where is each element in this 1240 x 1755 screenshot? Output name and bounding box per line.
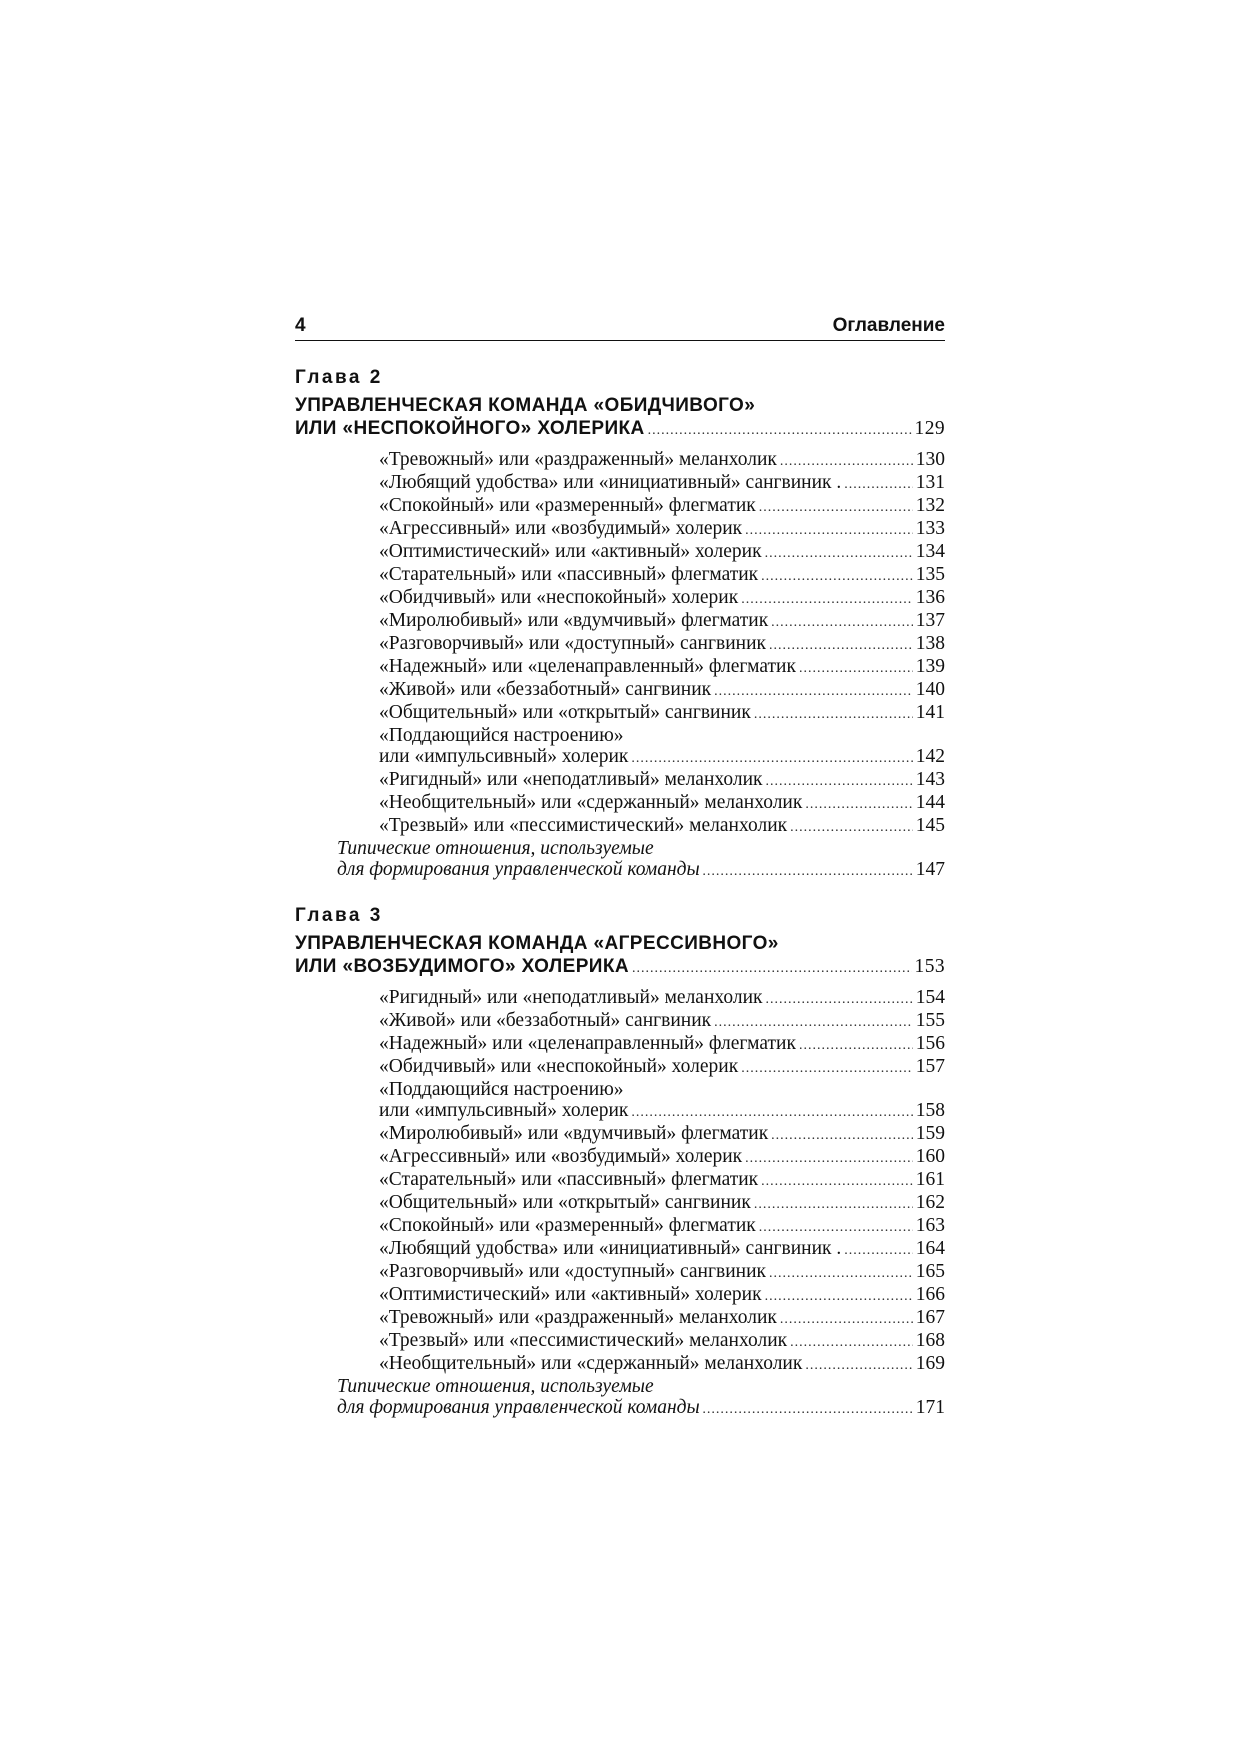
toc-entry-page: 154 [915,987,945,1008]
summary-line [337,859,945,882]
toc-page [295,315,945,1420]
toc-entry-page: 136 [915,587,945,608]
toc-entry [379,656,945,679]
toc-entry [379,792,945,815]
toc-entry-text: «Любящий удобства» или «инициативный» сангвиник . [379,1238,842,1259]
toc-entry-text: «Надежный» или «целенаправленный» флегматик [379,1033,796,1054]
dot-leader [771,1125,913,1146]
toc-entry-page: 145 [915,815,945,836]
toc-entry [379,1353,945,1376]
toc-entry-text: «Агрессивный» или «возбудимый» холерик [379,518,743,539]
dot-leader [790,1332,913,1353]
toc-entry-text: или «импульсивный» холерик [379,746,629,767]
toc-entry-page: 134 [915,541,945,562]
chapter-title [295,394,945,441]
dot-leader [745,520,913,541]
dot-leader [741,1058,913,1079]
toc-entry-page: 139 [915,656,945,677]
toc-entry-text: «Ригидный» или «неподатливый» меланхолик [379,987,763,1008]
toc-entry-line [379,1353,945,1376]
dot-leader [766,989,913,1010]
toc-entry-line [379,633,945,656]
toc-entry [379,633,945,656]
toc-entry-page: 132 [915,495,945,516]
toc-entry-page: 158 [915,1100,945,1121]
toc-entry [379,495,945,518]
toc-entry-line [379,495,945,518]
toc-entry [379,1192,945,1215]
toc-entry-text: «Надежный» или «целенаправленный» флегматик [379,656,796,677]
dot-leader [754,1194,913,1215]
dot-leader [703,861,913,882]
toc-entry-page: 156 [915,1033,945,1054]
dot-leader [741,589,913,610]
toc-entry [379,1123,945,1146]
toc-entry [379,541,945,564]
toc-entry-text: «Трезвый» или «пессимистический» меланхолик [379,1330,788,1351]
dot-leader [759,497,913,518]
toc-entry-text: «Разговорчивый» или «доступный» сангвиник [379,633,766,654]
toc-entry [379,1284,945,1307]
toc-entry-text: «Оптимистический» или «активный» холерик [379,1284,762,1305]
toc-entry-line [379,815,945,838]
toc-entry-page: 141 [915,702,945,723]
toc-entry-line [379,769,945,792]
toc-entry-line [379,587,945,610]
toc-entry-page: 165 [915,1261,945,1282]
dot-leader [766,771,913,792]
dot-leader [799,1035,913,1056]
chapter-section [295,904,945,1420]
toc-entry-page: 167 [915,1307,945,1328]
toc-entry-text-line1: «Поддающийся настроению» [379,725,624,746]
dot-leader [790,817,913,838]
summary-line [337,1397,945,1420]
toc-entry-text: «Общительный» или «открытый» сангвиник [379,1192,751,1213]
toc-entry [379,449,945,472]
toc-entry-page: 138 [915,633,945,654]
toc-entry-text: «Живой» или «беззаботный» сангвиник [379,1010,712,1031]
dot-leader [765,543,913,564]
chapter-title-line2-text: ИЛИ «НЕСПОКОЙНОГО» ХОЛЕРИКА [295,418,645,439]
toc-entry-line [379,1169,945,1192]
toc-entry-text: «Необщительный» или «сдержанный» меланхолик [379,1353,803,1374]
toc-entry-text: «Трезвый» или «пессимистический» меланхолик [379,815,788,836]
toc-entry [379,1261,945,1284]
toc-entry-line [379,1056,945,1079]
toc-entry [379,987,945,1010]
toc-entry [379,1307,945,1330]
toc-entry-text: «Миролюбивый» или «вдумчивый» флегматик [379,1123,769,1144]
toc-entry-text-line1: «Поддающийся настроению» [379,1079,624,1100]
toc-entry-line [379,1146,945,1169]
toc-entry-page: 133 [915,518,945,539]
toc-entry-page: 142 [915,746,945,767]
dot-leader [761,1171,913,1192]
toc-entry-page: 164 [915,1238,945,1259]
toc-entry-page: 155 [915,1010,945,1031]
toc-entry [379,1215,945,1238]
toc-entry-text: «Оптимистический» или «активный» холерик [379,541,762,562]
dot-leader [765,1286,913,1307]
toc-entry-text: или «импульсивный» холерик [379,1100,629,1121]
toc-entry-text: «Необщительный» или «сдержанный» меланхолик [379,792,803,813]
page-number: 4 [295,315,306,336]
dot-leader [631,1102,912,1123]
dot-leader [648,420,912,441]
toc-entry-line [379,1010,945,1033]
toc-entry-text: «Ригидный» или «неподатливый» меланхолик [379,769,763,790]
dot-leader [780,451,913,472]
summary-line1: Типические отношения, используемые [337,1376,654,1397]
chapter-title-line2-page: 153 [914,956,945,977]
toc-entry [379,1033,945,1056]
toc-entry-page: 160 [915,1146,945,1167]
toc-entry-line [379,702,945,725]
dot-leader [631,748,912,769]
chapter-title-line2-line [295,417,945,441]
section-title: Оглавление [832,315,945,336]
toc-entry-page: 159 [915,1123,945,1144]
toc-entry-line [379,541,945,564]
dot-leader [703,1399,913,1420]
toc-entry-text: «Агрессивный» или «возбудимый» холерик [379,1146,743,1167]
toc-entry [379,1146,945,1169]
toc-entry-line [379,564,945,587]
toc-entry-page: 162 [915,1192,945,1213]
summary-line1: Типические отношения, используемые [337,838,654,859]
toc-entry [379,518,945,541]
toc-entry [379,610,945,633]
dot-leader [745,1148,913,1169]
running-head [295,315,945,341]
dot-leader [844,1240,912,1261]
toc-entry-line [379,472,945,495]
toc-entry-page: 130 [915,449,945,470]
toc-entry-page: 131 [915,472,945,493]
toc-entry-text: «Тревожный» или «раздраженный» меланхолик [379,449,777,470]
toc-entry-line [379,1033,945,1056]
toc-entry-page: 144 [915,792,945,813]
toc-entry-line [379,656,945,679]
toc-entry-line [379,610,945,633]
toc-entry-page: 157 [915,1056,945,1077]
dot-leader [805,1355,912,1376]
toc-entry-line [379,518,945,541]
toc-entry-line [379,746,945,769]
toc-entry [379,1238,945,1261]
toc-entry-line [379,1261,945,1284]
toc-entry-page: 163 [915,1215,945,1236]
chapter-title-line2-page: 129 [914,418,945,439]
toc-entry-line [379,1330,945,1353]
chapter-title-line2-text: ИЛИ «ВОЗБУДИМОГО» ХОЛЕРИКА [295,956,629,977]
chapter-title-line2-line [295,955,945,979]
toc-entry [379,1056,945,1079]
dot-leader [714,681,913,702]
toc-entries [295,449,945,882]
toc-entry [379,587,945,610]
dot-leader [769,1263,913,1284]
summary-page: 171 [915,1397,945,1418]
dot-leader [799,658,913,679]
chapter-list [295,366,945,1420]
toc-entry [379,1169,945,1192]
toc-entry-text: «Спокойный» или «размеренный» флегматик [379,1215,756,1236]
toc-entry-page: 135 [915,564,945,585]
dot-leader [632,958,912,979]
toc-entry-page: 168 [915,1330,945,1351]
chapter-label: Глава 3 [295,905,383,926]
toc-entry [379,1010,945,1033]
dot-leader [759,1217,913,1238]
dot-leader [714,1012,913,1033]
dot-leader [761,566,913,587]
summary-entry [337,1376,945,1420]
toc-entry-line [379,679,945,702]
toc-entry [379,1079,945,1123]
toc-entry-page: 143 [915,769,945,790]
dot-leader [844,474,912,495]
toc-entry-line [379,1307,945,1330]
summary-text: для формирования управленческой команды [337,859,700,880]
toc-entry-line [379,1215,945,1238]
toc-entry-text: «Обидчивый» или «неспокойный» холерик [379,1056,739,1077]
chapter-section [295,366,945,882]
toc-entry-text: «Любящий удобства» или «инициативный» сангвиник . [379,472,842,493]
summary-page: 147 [915,859,945,880]
chapter-title-line1: УПРАВЛЕНЧЕСКАЯ КОМАНДА «АГРЕССИВНОГО» [295,933,779,954]
dot-leader [769,635,913,656]
toc-entry [379,815,945,838]
dot-leader [754,704,913,725]
toc-entries [295,987,945,1420]
toc-entry [379,564,945,587]
toc-entry-text: «Спокойный» или «размеренный» флегматик [379,495,756,516]
dot-leader [771,612,913,633]
chapter-label: Глава 2 [295,367,383,388]
toc-entry-text: «Тревожный» или «раздраженный» меланхолик [379,1307,777,1328]
toc-entry-line [379,449,945,472]
toc-entry-line [379,1238,945,1261]
toc-entry-text: «Обидчивый» или «неспокойный» холерик [379,587,739,608]
chapter-title-line1: УПРАВЛЕНЧЕСКАЯ КОМАНДА «ОБИДЧИВОГО» [295,395,756,416]
summary-entry [337,838,945,882]
toc-entry-line [379,1284,945,1307]
toc-entry [379,725,945,769]
toc-entry-page: 161 [915,1169,945,1190]
dot-leader [805,794,912,815]
dot-leader [780,1309,913,1330]
toc-entry-text: «Миролюбивый» или «вдумчивый» флегматик [379,610,769,631]
toc-entry [379,472,945,495]
toc-entry [379,769,945,792]
toc-entry-line [379,1123,945,1146]
toc-entry-line [379,1192,945,1215]
toc-entry-page: 137 [915,610,945,631]
toc-entry-text: «Общительный» или «открытый» сангвиник [379,702,751,723]
toc-entry [379,1330,945,1353]
toc-entry-page: 169 [915,1353,945,1374]
toc-entry [379,702,945,725]
toc-entry-text: «Разговорчивый» или «доступный» сангвиник [379,1261,766,1282]
toc-entry-text: «Старательный» или «пассивный» флегматик [379,564,759,585]
toc-entry-line [379,1100,945,1123]
toc-entry-line [379,792,945,815]
toc-entry-page: 166 [915,1284,945,1305]
summary-text: для формирования управленческой команды [337,1397,700,1418]
toc-entry-page: 140 [915,679,945,700]
toc-entry [379,679,945,702]
toc-entry-text: «Живой» или «беззаботный» сангвиник [379,679,712,700]
toc-entry-text: «Старательный» или «пассивный» флегматик [379,1169,759,1190]
chapter-title [295,932,945,979]
toc-entry-line [379,987,945,1010]
